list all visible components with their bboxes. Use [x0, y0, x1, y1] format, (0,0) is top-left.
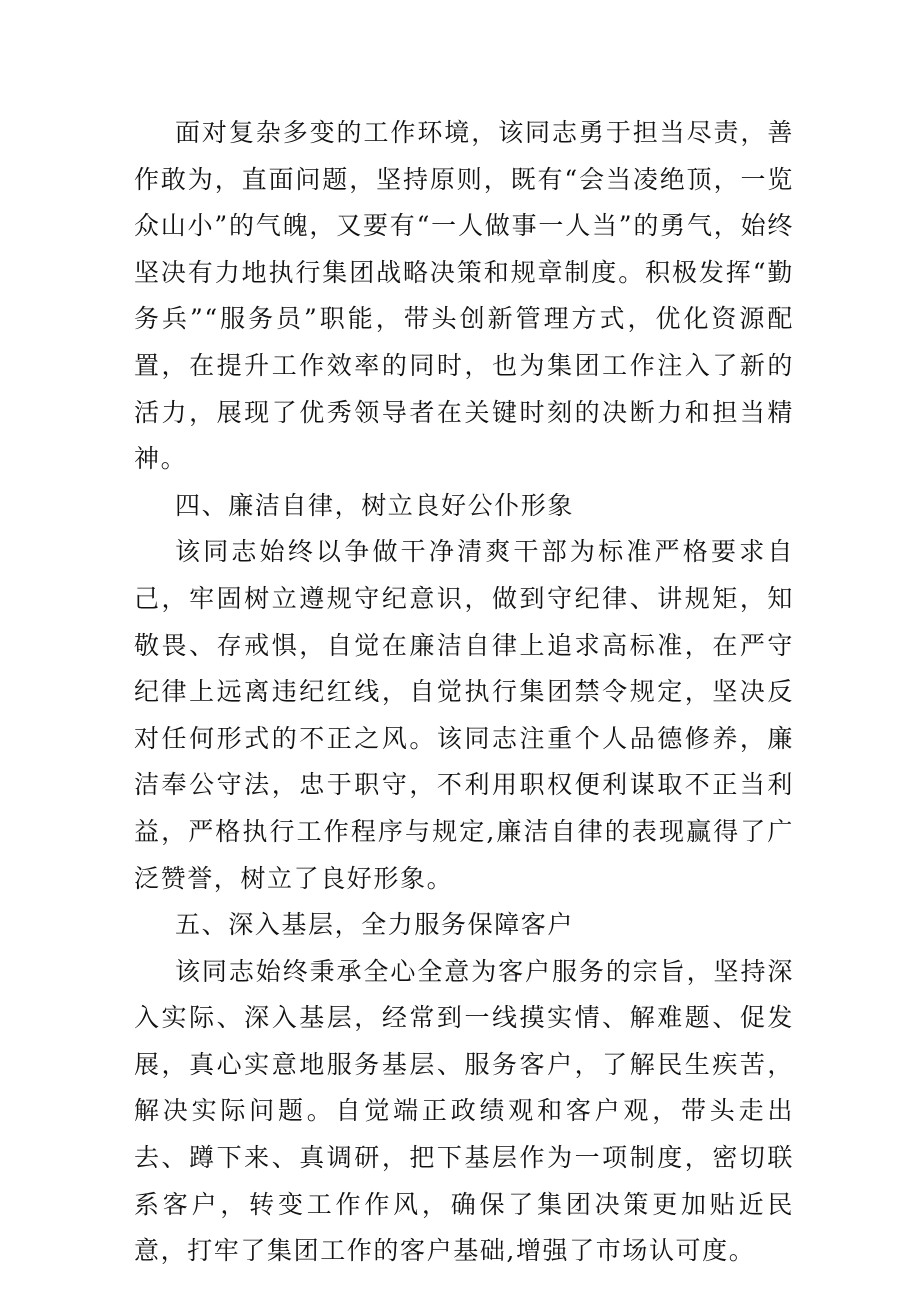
paragraph-integrity: 该同志始终以争做干净清爽干部为标准严格要求自己，牢固树立遵规守纪意识，做到守纪律、讲规矩，知敬畏、存戒惧，自觉在廉洁自律上追求高标准，在严守纪律上远离违纪红线，自觉执行集团禁令规定，坚决反对任何形式的不正之风。该同志注重个人品德修养，廉洁奉公守法，忠于职守，不利用职权便利谋取不正当利益，严格执行工作程序与规定,廉洁自律的表现赢得了广泛赞誉，树立了良好形象。	[134, 537, 794, 893]
document-body	[134, 110, 794, 1275]
paragraph-grassroots-service: 该同志始终秉承全心全意为客户服务的宗旨，坚持深入实际、深入基层，经常到一线摸实情、解难题、促发展，真心实意地服务基层、服务客户，了解民生疾苦，解决实际问题。自觉端正政绩观和客户观，带头走出去、蹲下来、真调研，把下基层作为一项制度，密切联系客户，转变工作作风，确保了集团决策更加贴近民意，打牢了集团工作的客户基础,增强了市场认可度。	[134, 956, 794, 1266]
paragraph-decisiveness: 面对复杂多变的工作环境，该同志勇于担当尽责，善作敢为，直面问题，坚持原则，既有“会当凌绝顶，一览众山小”的气魄，又要有“一人做事一人当”的勇气，始终坚决有力地执行集团战略决策和规章制度。积极发挥“勤务兵”“服务员”职能，带头创新管理方式，优化资源配置，在提升工作效率的同时，也为集团工作注入了新的活力，展现了优秀领导者在关键时刻的决断力和担当精神。	[134, 118, 794, 474]
section-heading-4: 四、廉洁自律，树立良好公仆形象	[175, 490, 575, 520]
section-heading-5: 五、深入基层，全力服务保障客户	[175, 910, 575, 940]
